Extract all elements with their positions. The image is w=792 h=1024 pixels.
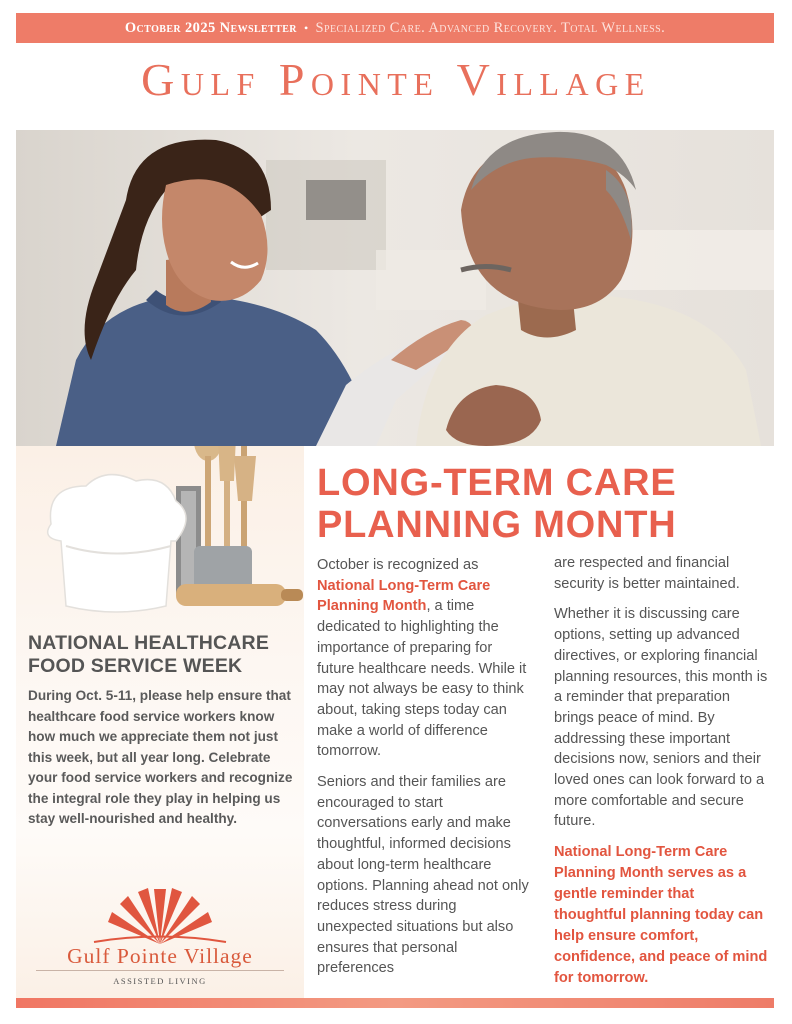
logo-name: Gulf Pointe Village: [67, 944, 253, 968]
article-column-1: [317, 555, 531, 989]
paragraph-1-intro: October is recognized as: [317, 557, 479, 573]
article-paragraph-2-cont: are respected and financial security is better maintained.: [554, 555, 740, 592]
banner-separator: •: [303, 20, 309, 35]
article-column-2: [554, 553, 768, 999]
article-paragraph-3: Whether it is discussing care options, setting up advanced directives, or exploring financial planning resources, this month is a reminder that preparation brings peace of mind. By addressing these important decisions now, seniors and their loved ones can look forward to a more comfortable and secure future.: [554, 606, 768, 830]
article-paragraph-2: Seniors and their families are encouraged to start conversations early and make thoughtful, informed decisions about long-term healthcare options. Planning ahead not only reduces stress during unexpected situations but also ensures that personal preferences: [317, 774, 529, 977]
chef-hat-utensils-illustration: [26, 446, 306, 622]
article-paragraph-1: [317, 555, 531, 762]
sidebar-body: During Oct. 5-11, please help ensure that healthcare food service workers know how much we appreciate them not just this week, but all year long. Celebrate your food service workers and recognize the integral role they play in helping us stay well-nourished and healthy.: [28, 688, 293, 826]
community-logo: [24, 876, 296, 986]
paragraph-1-rest: , a time dedicated to highlighting the importance of preparing for future healthcare needs. While it may not always be easy to think about, taking steps today can make a world of difference tomorrow.: [317, 598, 527, 760]
logo-divider: [36, 970, 284, 971]
logo-subtitle: ASSISTED LIVING: [113, 976, 207, 986]
masthead-title: Gulf Pointe Village: [141, 54, 651, 105]
newsletter-banner: [16, 13, 774, 43]
sidebar-panel: [16, 446, 304, 998]
footer-bar: [16, 998, 774, 1008]
article-title: LONG-TERM CARE PLANNING MONTH: [317, 462, 677, 546]
newsletter-date: October 2025 Newsletter: [124, 19, 297, 36]
sidebar-title: NATIONAL HEALTHCARE FOOD SERVICE WEEK: [28, 632, 270, 677]
article-callout: National Long-Term Care Planning Month serves as a gentle reminder that thoughtful planning today can help ensure comfort, confidence, and peace of mind for tomorrow.: [554, 844, 768, 987]
caregiver-and-senior-illustration: [16, 130, 774, 446]
highlight-text: National Long-Term Care Planning Month: [317, 577, 491, 615]
hero-photo: [16, 130, 774, 446]
banner-tagline: Specialized Care. Advanced Recovery. Total Wellness.: [315, 19, 666, 36]
sunburst-flower-icon: [24, 876, 296, 946]
